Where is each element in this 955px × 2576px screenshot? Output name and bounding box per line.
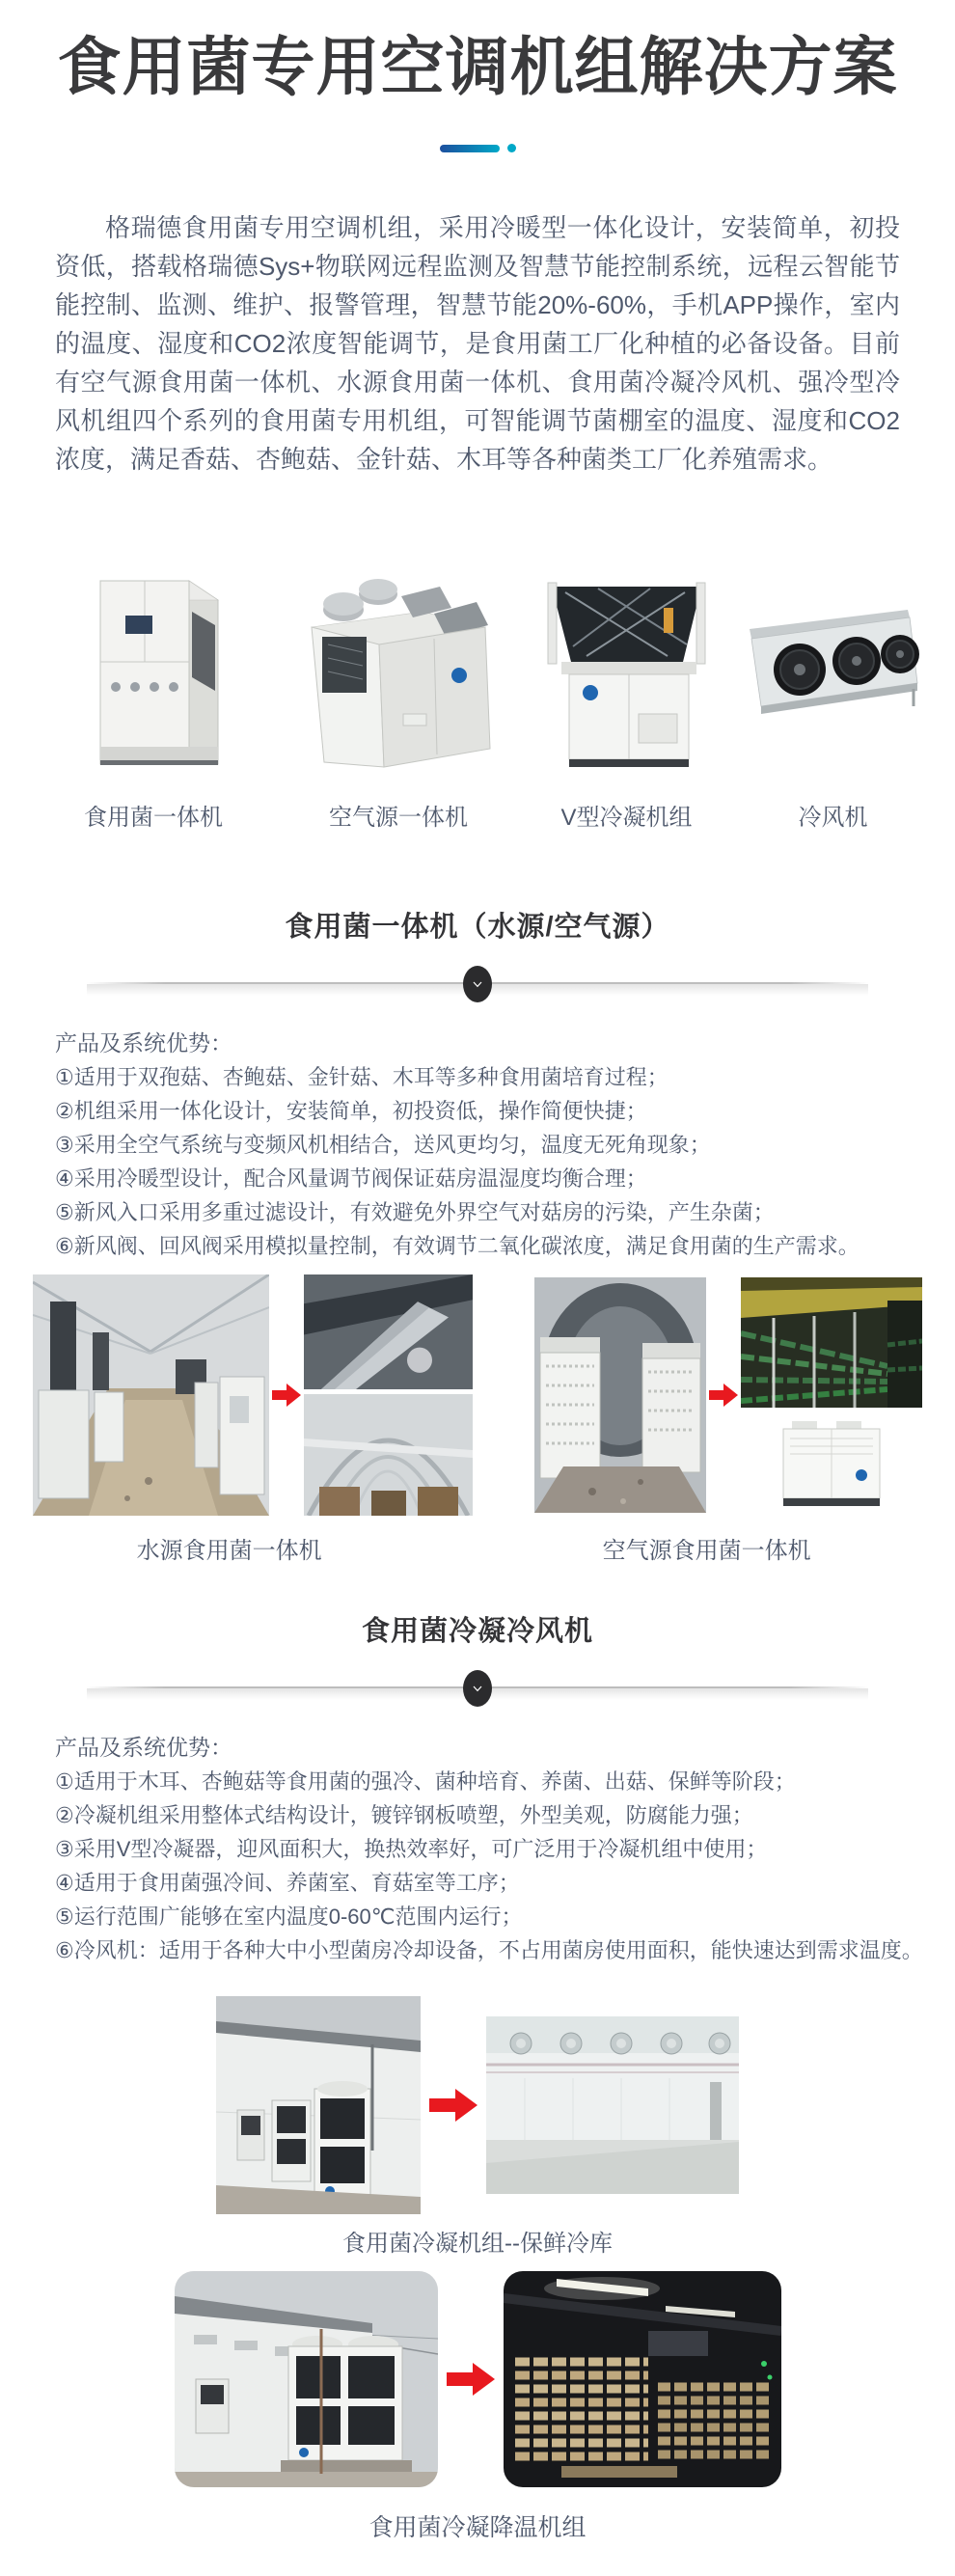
product-cell-air-cooler (744, 569, 922, 777)
advantage-item: ⑥新风阀、回风阀采用模拟量控制，有效调节二氧化碳浓度，满足食用菌的生产需求。 (55, 1234, 860, 1259)
chevron-down-icon (463, 966, 492, 1002)
photo-greenhouse-arch-interior (304, 1394, 473, 1516)
photo-substrate-stacks-interior (504, 2271, 781, 2487)
advantage-item: ④适用于食用菌强冷间、养菌室、育菇室等工序； (55, 1871, 520, 1896)
product-caption: 冷风机 (798, 805, 868, 832)
chevron-down-icon (463, 1670, 492, 1707)
intro-paragraph: 格瑞德食用菌专用空调机组，采用冷暖型一体化设计，安装简单，初投资低，搭载格瑞德Sys+物联网远程监测及智慧节能控制系统，远程云智能节能控制、监测、维护、报警管理，智慧节能20%-60%，手机APP操作，室内的温度、湿度和CO2浓度智能调节，是食用菌工厂化种植的必备设备。目前有空气源食用菌一体机、水源食用菌一体机、食用菌冷凝冷风机、强冷型冷风机组四个系列的食用菌专用机组，可智能调节菌棚室的温度、湿度和CO2浓度，满足香菇、杏鲍菇、金针菇、木耳等各种菌类工厂化养殖需求。 (55, 213, 900, 475)
air-source-detail-stack (741, 1277, 922, 1514)
advantage-item: ⑥冷风机：适用于各种大中小型菌房冷却设备，不占用菌房使用面积，能快速达到需求温度。 (55, 1938, 923, 1963)
section2-advantages (0, 1730, 955, 1967)
section1-title: 食用菌一体机（水源/空气源） (285, 912, 670, 944)
product-caption: 食用菌一体机 (84, 805, 223, 832)
photo-cooling-units-building (175, 2271, 438, 2487)
arrow-right-icon (447, 2363, 495, 2396)
installation-collage (33, 1274, 922, 1516)
advantage-item: ①适用于双孢菇、杏鲍菇、金针菇、木耳等多种食用菌培育过程； (55, 1065, 668, 1090)
advantage-item: ⑤新风入口采用多重过滤设计，有效避免外界空气对菇房的污染，产生杂菌； (55, 1200, 775, 1225)
section-divider (58, 1670, 897, 1709)
air-source-group (534, 1274, 922, 1516)
photo-cold-storage-interior (486, 2016, 739, 2194)
integrated-unit-image (33, 569, 274, 777)
advantage-item: ④采用冷暖型设计，配合风量调节阀保证菇房温湿度均衡合理； (55, 1166, 647, 1192)
v-condenser-image (523, 569, 730, 777)
collage1-captions (0, 1531, 955, 1565)
section-divider (58, 966, 897, 1004)
section1-advantages (0, 1026, 955, 1263)
accent-dot (507, 144, 516, 152)
air-source-unit-image (287, 569, 509, 777)
arrow-right-icon (272, 1384, 301, 1407)
advantages-heading: 产品及系统优势： (55, 1030, 232, 1056)
product-caption: 空气源一体机 (329, 805, 468, 832)
title-accent-divider (0, 144, 955, 152)
product-cell-air-source-unit (287, 569, 509, 777)
advantage-item: ①适用于木耳、杏鲍菇等食用菌的强冷、菌种培育、养菌、出菇、保鲜等阶段； (55, 1769, 796, 1795)
product-row (33, 569, 922, 777)
arrow-right-icon (429, 2089, 478, 2122)
caption-cold-storage: 食用菌冷凝机组--保鲜冷库 (342, 2231, 613, 2258)
photo-growing-racks (741, 1277, 922, 1408)
caption-air-source: 空气源食用菌一体机 (602, 1538, 811, 1565)
advantage-item: ⑤运行范围广能够在室内温度0-60℃范围内运行； (55, 1905, 523, 1930)
advantage-item: ②冷凝机组采用整体式结构设计，镀锌钢板喷塑，外型美观，防腐能力强； (55, 1803, 753, 1828)
water-source-detail-stack (304, 1274, 473, 1516)
advantages-heading: 产品及系统优势： (55, 1735, 232, 1761)
product-captions-row (33, 777, 922, 832)
water-source-group (33, 1274, 473, 1516)
photo-air-source-product (771, 1417, 892, 1514)
cold-storage-collage (0, 1996, 955, 2214)
product-cell-v-condenser (523, 569, 730, 777)
advantage-item: ③采用V型冷凝器，迎风面积大，换热效率好，可广泛用于冷凝机组中使用； (55, 1837, 768, 1862)
photo-condensing-unit-exterior (216, 1996, 421, 2214)
arrow-right-icon (709, 1384, 738, 1407)
cooling-unit-collage (0, 2271, 955, 2487)
caption-water-source: 水源食用菌一体机 (136, 1538, 322, 1565)
photo-water-source-units-aisle (33, 1274, 269, 1516)
photo-insulated-duct (304, 1274, 473, 1389)
product-caption: V型冷凝机组 (560, 805, 693, 832)
air-cooler-image (744, 569, 922, 777)
page-title: 食用菌专用空调机组解决方案 (57, 31, 898, 102)
advantage-item: ②机组采用一体化设计，安装简单，初投资低，操作简便快捷； (55, 1099, 647, 1124)
advantage-item: ③采用全空气系统与变频风机相结合，送风更均匀，温度无死角现象； (55, 1133, 711, 1158)
section2-title: 食用菌冷凝冷风机 (361, 1616, 593, 1648)
photo-air-source-units-tunnel (534, 1277, 706, 1513)
accent-bar (440, 145, 500, 152)
caption-cooling-unit: 食用菌冷凝降温机组 (368, 2514, 587, 2542)
product-cell-integrated-unit (33, 569, 274, 777)
